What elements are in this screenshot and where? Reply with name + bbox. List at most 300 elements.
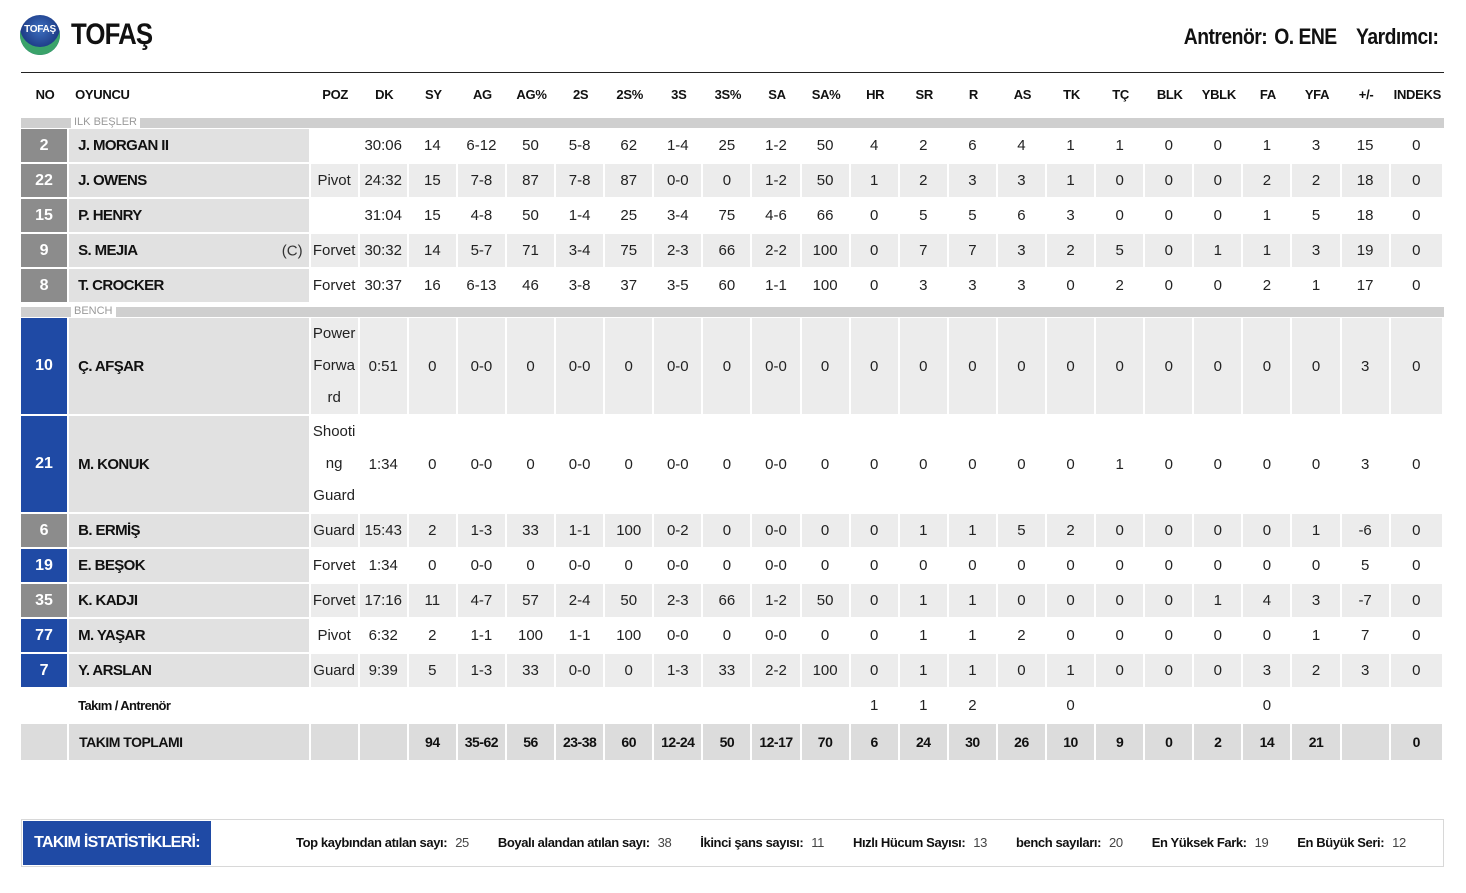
position-line: Shooti — [312, 423, 356, 440]
stat-cell: 0 — [1096, 199, 1145, 234]
player-number: 8 — [21, 269, 69, 304]
column-header[interactable]: DK — [360, 72, 409, 115]
coach-label: Antrenör: — [1183, 24, 1267, 49]
team-coach-row — [21, 689, 1444, 724]
team-stat-label: bench sayıları: — [1015, 835, 1102, 850]
stat-cell: 50 — [802, 584, 851, 619]
player-name-text[interactable]: S. MEJIA — [78, 242, 138, 259]
stat-cell: 50 — [605, 584, 654, 619]
stat-cell: 0 — [802, 514, 851, 549]
stat-cell: 0 — [1145, 619, 1194, 654]
player-number: 19 — [21, 549, 69, 584]
stat-cell — [998, 689, 1047, 724]
captain-badge: (C) — [281, 242, 303, 259]
column-header[interactable]: SA% — [802, 72, 851, 115]
stat-cell: 0 — [1145, 129, 1194, 164]
column-header[interactable]: AG — [458, 72, 507, 115]
player-row[interactable] — [21, 549, 1444, 584]
stat-cell: 7 — [1342, 619, 1391, 654]
team-stat-value: 38 — [657, 835, 672, 850]
stat-cell: 0-0 — [752, 619, 801, 654]
stat-cell: 15 — [1342, 129, 1391, 164]
team-stat-value: 19 — [1254, 835, 1269, 850]
player-position: Pivot — [311, 164, 360, 199]
coach-info — [1183, 24, 1438, 50]
stat-cell: 6:32 — [360, 619, 409, 654]
stat-cell — [605, 689, 654, 724]
stat-cell: 1 — [1047, 129, 1096, 164]
stat-cell: 33 — [507, 514, 556, 549]
column-header[interactable]: BLK — [1145, 72, 1194, 115]
stat-cell: 3 — [998, 164, 1047, 199]
column-header[interactable]: SY — [409, 72, 458, 115]
totals-label: TAKIM TOPLAMI — [69, 724, 311, 762]
stat-cell: 0 — [1047, 269, 1096, 304]
player-row[interactable] — [21, 199, 1444, 234]
stat-cell: 3 — [949, 164, 998, 199]
team-stat-value: 20 — [1109, 835, 1123, 850]
player-name-text[interactable]: M. KONUK — [78, 455, 150, 473]
column-header[interactable]: SR — [900, 72, 949, 115]
total-cell: 23-38 — [556, 724, 605, 762]
total-cell: 9 — [1096, 724, 1145, 762]
player-position: Pivot — [311, 619, 360, 654]
stat-cell: 0 — [851, 549, 900, 584]
stat-cell: 0-0 — [654, 549, 703, 584]
stat-cell: 0-0 — [654, 619, 703, 654]
total-cell: 12-24 — [654, 724, 703, 762]
stat-cell: 0 — [900, 318, 949, 416]
team-name: TOFAŞ — [71, 18, 153, 51]
stat-cell: 25 — [605, 199, 654, 234]
totals-position — [311, 724, 360, 762]
stat-cell: 1-1 — [752, 269, 801, 304]
stat-cell: 3-4 — [654, 199, 703, 234]
stat-cell: 1-3 — [458, 514, 507, 549]
team-row-label: Takım / Antrenör — [69, 689, 311, 724]
stat-cell: 3-8 — [556, 269, 605, 304]
column-header[interactable]: TÇ — [1096, 72, 1145, 115]
player-position — [311, 416, 360, 514]
team-stat-item — [1297, 820, 1406, 866]
total-cell — [360, 724, 409, 762]
stat-cell: 1-4 — [654, 129, 703, 164]
total-cell: 50 — [703, 724, 752, 762]
player-number: 6 — [21, 514, 69, 549]
stat-cell: 0 — [1145, 234, 1194, 269]
column-header[interactable]: SA — [752, 72, 801, 115]
player-name[interactable] — [69, 164, 311, 199]
player-position: Forvet — [311, 584, 360, 619]
stat-cell: 100 — [802, 234, 851, 269]
total-cell: 0 — [1391, 724, 1444, 762]
stat-cell: 1 — [900, 689, 949, 724]
player-name-text[interactable]: Y. ARSLAN — [78, 662, 152, 679]
stat-cell: 1 — [1047, 654, 1096, 689]
stat-cell: 100 — [802, 654, 851, 689]
stat-cell: 0 — [1096, 584, 1145, 619]
stat-cell: 37 — [605, 269, 654, 304]
stat-cell: 1-2 — [752, 584, 801, 619]
stat-cell: 0 — [605, 654, 654, 689]
stat-cell: 1-4 — [556, 199, 605, 234]
total-cell: 12-17 — [752, 724, 801, 762]
player-name-text[interactable]: M. YAŞAR — [78, 627, 145, 644]
stat-cell: 1 — [1194, 584, 1243, 619]
stat-cell: 0 — [1194, 514, 1243, 549]
player-number: 9 — [21, 234, 69, 269]
table-header-row — [21, 72, 1444, 115]
player-row[interactable] — [21, 129, 1444, 164]
stat-cell: 2-4 — [556, 584, 605, 619]
stat-cell: 71 — [507, 234, 556, 269]
stat-cell: 0-0 — [752, 514, 801, 549]
section-label: BENCH — [71, 305, 116, 317]
stat-cell: 1-3 — [654, 654, 703, 689]
team-stats-list — [296, 820, 1435, 866]
player-row[interactable] — [21, 318, 1444, 416]
column-header[interactable]: AS — [998, 72, 1047, 115]
stat-cell: 17:16 — [360, 584, 409, 619]
stat-cell: 3-5 — [654, 269, 703, 304]
stat-cell: 0-0 — [556, 416, 605, 514]
team-stat-item — [853, 820, 987, 866]
stat-cell: 0-0 — [654, 416, 703, 514]
stat-cell: 2 — [409, 619, 458, 654]
player-position: Guard — [311, 514, 360, 549]
column-header[interactable]: R — [949, 72, 998, 115]
stat-cell: 4-7 — [458, 584, 507, 619]
stat-cell: 0 — [409, 549, 458, 584]
team-row-position — [311, 689, 360, 724]
stat-cell: 0 — [802, 318, 851, 416]
player-position — [311, 318, 360, 416]
section-divider — [21, 307, 1444, 317]
stat-cell: 1 — [949, 584, 998, 619]
column-header[interactable]: 3S — [654, 72, 703, 115]
player-position: Forvet — [311, 234, 360, 269]
stat-cell: 17 — [1342, 269, 1391, 304]
stat-cell: 0-0 — [752, 318, 801, 416]
stat-cell: 6-12 — [458, 129, 507, 164]
position-line: Power — [312, 325, 356, 342]
team-stat-item — [296, 820, 469, 866]
stat-cell: 0 — [1047, 619, 1096, 654]
stat-cell: 0 — [1194, 129, 1243, 164]
team-stat-value: 11 — [811, 835, 824, 850]
total-cell: 0 — [1145, 724, 1194, 762]
player-number: 2 — [21, 129, 69, 164]
player-name-text[interactable]: P. HENRY — [78, 207, 142, 224]
stat-cell: 5-7 — [458, 234, 507, 269]
player-name[interactable] — [69, 318, 311, 416]
team-stats-bar — [21, 819, 1444, 867]
player-name[interactable] — [69, 199, 311, 234]
stat-cell: 24:32 — [360, 164, 409, 199]
stat-cell: 6 — [998, 199, 1047, 234]
stat-cell: 0 — [1145, 549, 1194, 584]
stat-cell: 2-2 — [752, 234, 801, 269]
player-name[interactable] — [69, 416, 311, 514]
column-header[interactable]: YFA — [1292, 72, 1341, 115]
stat-cell: 3 — [998, 234, 1047, 269]
stat-cell: 14 — [409, 234, 458, 269]
player-row[interactable] — [21, 416, 1444, 514]
column-header[interactable]: INDEKS — [1391, 72, 1444, 115]
total-cell: 26 — [998, 724, 1047, 762]
stat-cell: 0 — [1096, 318, 1145, 416]
team-stat-label: Boyalı alandan atılan sayı: — [497, 835, 650, 850]
column-header[interactable]: OYUNCU — [69, 72, 311, 115]
stat-cell: 2 — [998, 619, 1047, 654]
stat-cell: 0 — [703, 549, 752, 584]
stat-cell: 0 — [851, 269, 900, 304]
player-number: 35 — [21, 584, 69, 619]
stat-cell: 0 — [1243, 514, 1292, 549]
stat-cell: 3 — [1342, 654, 1391, 689]
player-name[interactable] — [69, 549, 311, 584]
stat-cell: 3 — [900, 269, 949, 304]
stat-cell — [802, 689, 851, 724]
totals-number — [21, 724, 69, 762]
player-row[interactable] — [21, 584, 1444, 619]
stat-cell: 87 — [605, 164, 654, 199]
player-position — [311, 199, 360, 234]
stat-cell: 1-1 — [556, 619, 605, 654]
stat-cell: 0 — [949, 549, 998, 584]
stat-cell: 7-8 — [458, 164, 507, 199]
stat-cell: 0 — [1145, 318, 1194, 416]
player-name-text[interactable]: K. KADJI — [78, 592, 138, 609]
stat-cell: 1 — [1096, 129, 1145, 164]
stat-cell: 0 — [703, 619, 752, 654]
player-name[interactable] — [69, 514, 311, 549]
total-cell: 30 — [949, 724, 998, 762]
player-name-text[interactable]: J. OWENS — [78, 172, 147, 189]
player-name-text[interactable]: E. BEŞOK — [78, 557, 145, 574]
stat-cell: 5 — [949, 199, 998, 234]
stat-cell: 3 — [1342, 416, 1391, 514]
stat-cell: 0 — [998, 416, 1047, 514]
stat-cell: 1 — [1292, 619, 1341, 654]
stat-cell: 2 — [409, 514, 458, 549]
stat-cell: 0 — [1145, 514, 1194, 549]
stat-cell: 1 — [1243, 234, 1292, 269]
player-name[interactable] — [69, 234, 311, 269]
stat-cell: 6 — [949, 129, 998, 164]
stat-cell: 4 — [851, 129, 900, 164]
stat-cell: 0 — [507, 416, 556, 514]
stat-cell: 5 — [1292, 199, 1341, 234]
stat-cell: 0 — [1391, 234, 1444, 269]
stat-cell: 0 — [1194, 318, 1243, 416]
stat-cell: 0 — [1391, 129, 1444, 164]
team-totals-row — [21, 724, 1444, 762]
stat-cell: 11 — [409, 584, 458, 619]
column-header[interactable]: FA — [1243, 72, 1292, 115]
player-name[interactable] — [69, 619, 311, 654]
column-header[interactable]: TK — [1047, 72, 1096, 115]
stat-cell: 1 — [949, 654, 998, 689]
column-header[interactable]: 2S% — [605, 72, 654, 115]
stat-cell: 0 — [1292, 318, 1341, 416]
player-row[interactable] — [21, 234, 1444, 269]
stat-cell: 1-3 — [458, 654, 507, 689]
stat-cell: 5-8 — [556, 129, 605, 164]
column-header[interactable]: HR — [851, 72, 900, 115]
stat-cell: 33 — [507, 654, 556, 689]
stat-cell: 1 — [1243, 129, 1292, 164]
stat-cell: 75 — [605, 234, 654, 269]
stat-cell: 0 — [998, 654, 1047, 689]
stat-cell: 0 — [1145, 269, 1194, 304]
stat-cell: 0-2 — [654, 514, 703, 549]
stat-cell: 5 — [409, 654, 458, 689]
stat-cell: 0 — [851, 619, 900, 654]
stat-cell: 14 — [409, 129, 458, 164]
stat-cell: 1 — [1194, 234, 1243, 269]
stat-cell: 0 — [851, 199, 900, 234]
stat-cell: 0 — [1292, 416, 1341, 514]
player-position — [311, 129, 360, 164]
player-name[interactable] — [69, 269, 311, 304]
stat-cell: 0 — [605, 549, 654, 584]
total-cell: 56 — [507, 724, 556, 762]
team-stat-label: İkinci şans sayısı: — [700, 835, 804, 850]
stat-cell: 0 — [802, 619, 851, 654]
player-row[interactable] — [21, 514, 1444, 549]
stat-cell — [703, 689, 752, 724]
stat-cell: 0 — [851, 416, 900, 514]
position-lines — [311, 318, 358, 414]
stat-cell: 0 — [851, 584, 900, 619]
stat-cell: 0 — [1194, 416, 1243, 514]
stat-cell: 66 — [703, 234, 752, 269]
column-header[interactable]: AG% — [507, 72, 556, 115]
player-row[interactable] — [21, 619, 1444, 654]
stat-cell: 1 — [900, 584, 949, 619]
stat-cell: 0 — [1194, 549, 1243, 584]
stat-cell: 1 — [949, 619, 998, 654]
stat-cell: 0 — [507, 318, 556, 416]
player-name-text[interactable]: Ç. AFŞAR — [78, 357, 144, 375]
column-header[interactable]: +/- — [1342, 72, 1391, 115]
stat-cell — [1194, 689, 1243, 724]
stat-cell: 0 — [949, 318, 998, 416]
column-header[interactable]: NO — [21, 72, 69, 115]
player-position: Forvet — [311, 549, 360, 584]
stat-cell: 0 — [1391, 549, 1444, 584]
team-row-number — [21, 689, 69, 724]
stat-cell: 3 — [1047, 199, 1096, 234]
player-name-text[interactable]: J. MORGAN II — [78, 137, 169, 154]
stat-cell: 0 — [998, 584, 1047, 619]
player-name[interactable] — [69, 654, 311, 689]
stat-cell: 0 — [409, 416, 458, 514]
stat-cell: 0 — [1096, 619, 1145, 654]
column-header[interactable]: YBLK — [1194, 72, 1243, 115]
stat-cell: 0 — [1391, 416, 1444, 514]
stat-cell: 100 — [605, 514, 654, 549]
stat-cell: 2 — [900, 164, 949, 199]
team-stat-item — [1016, 820, 1123, 866]
stat-cell: 3-4 — [556, 234, 605, 269]
assistant-label: Yardımcı: — [1355, 24, 1438, 49]
team-stat-value: 25 — [455, 835, 469, 850]
stat-cell: 50 — [507, 129, 556, 164]
stat-cell: 1 — [1096, 416, 1145, 514]
stat-cell — [409, 689, 458, 724]
player-name[interactable] — [69, 584, 311, 619]
stat-cell: 18 — [1342, 199, 1391, 234]
column-header[interactable]: 2S — [556, 72, 605, 115]
player-row[interactable] — [21, 164, 1444, 199]
box-score-table — [21, 72, 1444, 762]
stat-cell: 2 — [1243, 269, 1292, 304]
player-row[interactable] — [21, 654, 1444, 689]
total-cell: 14 — [1243, 724, 1292, 762]
section-cell — [21, 304, 1444, 318]
stat-cell: 62 — [605, 129, 654, 164]
player-row[interactable] — [21, 269, 1444, 304]
stat-cell: 0-0 — [556, 318, 605, 416]
column-header[interactable]: 3S% — [703, 72, 752, 115]
player-name[interactable] — [69, 129, 311, 164]
total-cell: 24 — [900, 724, 949, 762]
stat-cell: 2 — [900, 129, 949, 164]
stat-cell: 0 — [1194, 164, 1243, 199]
stat-cell: 1-1 — [458, 619, 507, 654]
stat-cell: 7-8 — [556, 164, 605, 199]
total-cell: 10 — [1047, 724, 1096, 762]
player-position: Guard — [311, 654, 360, 689]
stat-cell: 1 — [900, 514, 949, 549]
stat-cell: 100 — [605, 619, 654, 654]
stat-cell: 1 — [851, 689, 900, 724]
stat-cell: 0 — [1047, 549, 1096, 584]
stat-cell: 0 — [1391, 619, 1444, 654]
coach-value: O. ENE — [1273, 24, 1337, 49]
stat-cell: -7 — [1342, 584, 1391, 619]
section-label: ILK BEŞLER — [71, 116, 140, 128]
column-header[interactable]: POZ — [311, 72, 360, 115]
stat-cell: 0 — [851, 318, 900, 416]
stat-cell: 0 — [703, 164, 752, 199]
stat-cell: 0 — [1243, 416, 1292, 514]
stat-cell: 15 — [409, 199, 458, 234]
stat-cell: 0 — [1145, 199, 1194, 234]
player-name-text[interactable]: T. CROCKER — [78, 277, 164, 294]
stat-cell: 0 — [900, 416, 949, 514]
stat-cell — [458, 689, 507, 724]
stat-cell: 3 — [1292, 234, 1341, 269]
stat-cell: 0 — [1391, 584, 1444, 619]
stat-cell: 0 — [1194, 619, 1243, 654]
team-header — [20, 12, 1444, 60]
stat-cell: 100 — [507, 619, 556, 654]
stat-cell: 0 — [703, 318, 752, 416]
stat-cell: 4 — [1243, 584, 1292, 619]
player-name-text[interactable]: B. ERMİŞ — [78, 522, 140, 539]
stat-cell: 5 — [998, 514, 1047, 549]
stat-cell: 0:51 — [360, 318, 409, 416]
stat-cell: 30:37 — [360, 269, 409, 304]
stat-cell — [507, 689, 556, 724]
stat-cell: 1 — [1047, 164, 1096, 199]
stat-cell: 0 — [1391, 654, 1444, 689]
stat-cell: 0 — [1145, 654, 1194, 689]
stat-cell: 66 — [703, 584, 752, 619]
